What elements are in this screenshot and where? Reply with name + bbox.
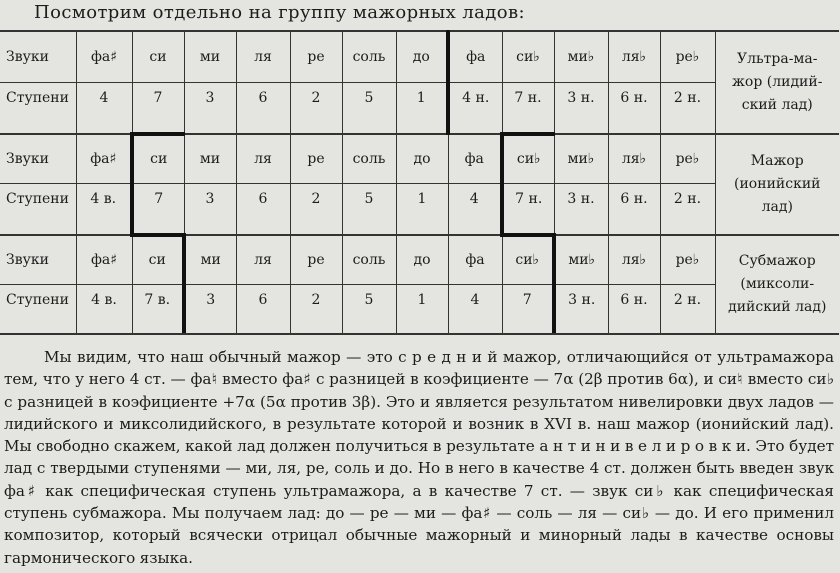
sound-cell: ми xyxy=(184,235,236,285)
sound-cell: ля♭ xyxy=(608,31,660,83)
sound-cell: ля xyxy=(236,31,290,83)
degree-cell: 4 xyxy=(448,285,502,334)
sound-cell: ре♭ xyxy=(660,134,715,184)
sound-cell: си xyxy=(132,31,184,83)
degree-cell: 7 в. xyxy=(132,285,184,334)
sound-cell: си♭ xyxy=(502,134,554,184)
mode-name-major xyxy=(715,134,839,235)
sound-cell: ре♭ xyxy=(660,235,715,285)
sound-cell: ми♭ xyxy=(554,235,608,285)
table-bottom-rule xyxy=(0,333,839,335)
degree-cell: 4 н. xyxy=(448,83,502,135)
row-label-degrees: Ступени xyxy=(0,83,76,135)
sound-cell: фа♯ xyxy=(76,134,132,184)
degree-cell: 3 н. xyxy=(554,184,608,236)
sound-cell: фа♯ xyxy=(76,31,132,83)
sound-cell: си xyxy=(132,134,184,184)
sound-cell: ми xyxy=(184,31,236,83)
table-row-degrees-ultramajor xyxy=(0,83,839,135)
row-label-degrees: Ступени xyxy=(0,285,76,334)
sound-cell: си xyxy=(132,235,184,285)
degree-cell: 3 xyxy=(184,83,236,135)
degree-cell: 7 н. xyxy=(502,184,554,236)
degree-cell: 6 xyxy=(236,83,290,135)
sound-cell: соль xyxy=(342,134,396,184)
row-label-degrees: Ступени xyxy=(0,184,76,236)
degree-cell: 2 xyxy=(290,83,342,135)
mode-name-line: Субмажор xyxy=(738,253,816,269)
degree-cell: 3 xyxy=(184,285,236,334)
degree-cell: 6 н. xyxy=(608,83,660,135)
degree-cell: 4 xyxy=(448,184,502,236)
degree-cell: 5 xyxy=(342,83,396,135)
mode-name-line: лад) xyxy=(761,199,793,215)
degree-cell: 7 xyxy=(502,285,554,334)
sound-cell: фа♯ xyxy=(76,235,132,285)
degree-cell: 2 н. xyxy=(660,285,715,334)
mode-name-submajor xyxy=(715,235,839,334)
sound-cell: ре♭ xyxy=(660,31,715,83)
sound-cell: ля xyxy=(236,134,290,184)
sound-cell: ми xyxy=(184,134,236,184)
sound-cell: ре xyxy=(290,134,342,184)
degree-cell: 1 xyxy=(396,285,448,334)
degree-cell: 2 н. xyxy=(660,184,715,236)
mode-name-line: ский лад) xyxy=(741,97,813,113)
table-row-degrees-major xyxy=(0,184,839,236)
degree-cell: 3 xyxy=(184,184,236,236)
row-label-sounds: Звуки xyxy=(0,134,76,184)
degree-cell: 4 xyxy=(76,83,132,135)
row-label-sounds: Звуки xyxy=(0,31,76,83)
degree-cell: 6 xyxy=(236,184,290,236)
sound-cell: до xyxy=(396,235,448,285)
page-heading: Посмотрим отдельно на группу мажорных ладов: xyxy=(34,2,526,23)
degree-cell: 3 н. xyxy=(554,83,608,135)
sound-cell: ми♭ xyxy=(554,134,608,184)
mode-name-line: дийский лад) xyxy=(728,299,827,315)
sound-cell: ля♭ xyxy=(608,235,660,285)
mode-name-line: Ультра-ма- xyxy=(737,51,818,67)
degree-cell: 2 xyxy=(290,184,342,236)
degree-cell: 6 н. xyxy=(608,184,660,236)
mode-name-line: (ионийский xyxy=(734,176,821,192)
sound-cell: ре xyxy=(290,31,342,83)
sound-cell: до xyxy=(396,31,448,83)
sound-cell: си♭ xyxy=(502,235,554,285)
sound-cell: соль xyxy=(342,235,396,285)
sound-cell: ля♭ xyxy=(608,134,660,184)
sound-cell: ля xyxy=(236,235,290,285)
table-row-degrees-submajor xyxy=(0,285,839,334)
body-paragraph: Мы видим, что наш обычный мажор — это с р е д н и й мажор, отличающийся от ультрамажора тем, что у него 4 ст. — фа♮ вместо фа♯ с разницей в коэфициенте — 7α (2β против 6α), и си♮ вместо си♭ с разницей в коэфициенте +7α (5α против 3β). Это и является результатом нивелировки двух ладов — лидийского и миксолидийского, в результате которой и возник в XVI в. наш мажор (ионийский лад). Мы свободно скажем, какой лад должен получиться в результате а н т и н и в е л и р о в к и. Это будет лад с твердыми ступенями — ми, ля, ре, соль и до. Но в него в качестве 4 ст. должен быть введен звук фа♯ как специфическая ступень ультрамажора, а в качестве 7 ст. — звук си♭ как специфическая ступень субмажора. Мы получаем лад: до — ре — ми — фа♯ — соль — ля — си♭ — до. И его применил композитор, который всячески отрицал обычные мажорный и минорный лады в качестве основы гармонического языка. xyxy=(4,348,834,567)
major-modes-table xyxy=(0,30,839,334)
degree-cell: 2 xyxy=(290,285,342,334)
degree-cell: 4 в. xyxy=(76,184,132,236)
sound-cell: фа xyxy=(448,134,502,184)
row-label-sounds: Звуки xyxy=(0,235,76,285)
sound-cell: фа xyxy=(448,235,502,285)
degree-cell: 2 н. xyxy=(660,83,715,135)
sound-cell: си♭ xyxy=(502,31,554,83)
mode-name-line: (миксоли- xyxy=(740,276,815,292)
degree-cell: 6 xyxy=(236,285,290,334)
degree-cell: 5 xyxy=(342,184,396,236)
table-row-sounds-submajor xyxy=(0,235,839,285)
sound-cell: ми♭ xyxy=(554,31,608,83)
degree-cell: 7 xyxy=(132,83,184,135)
sound-cell: фа xyxy=(448,31,502,83)
degree-cell: 5 xyxy=(342,285,396,334)
mode-name-line: жор (лидий- xyxy=(732,74,823,90)
degree-cell: 4 в. xyxy=(76,285,132,334)
table-row-sounds-ultramajor xyxy=(0,31,839,83)
degree-cell: 1 xyxy=(396,83,448,135)
table-row-sounds-major xyxy=(0,134,839,184)
mode-name-line: Мажор xyxy=(750,153,804,169)
degree-cell: 3 н. xyxy=(554,285,608,334)
degree-cell: 6 н. xyxy=(608,285,660,334)
degree-cell: 1 xyxy=(396,184,448,236)
degree-cell: 7 н. xyxy=(502,83,554,135)
sound-cell: до xyxy=(396,134,448,184)
sound-cell: соль xyxy=(342,31,396,83)
mode-name-ultramajor xyxy=(715,31,839,134)
degree-cell: 7 xyxy=(132,184,184,236)
sound-cell: ре xyxy=(290,235,342,285)
